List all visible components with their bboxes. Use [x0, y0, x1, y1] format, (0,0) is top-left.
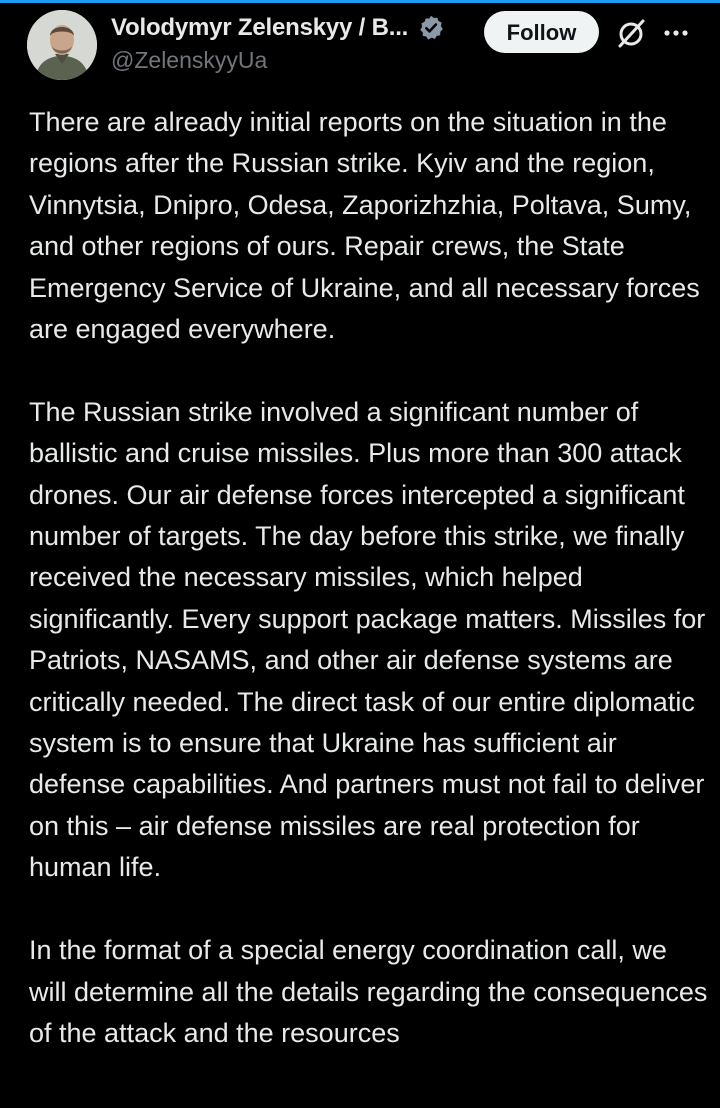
post-paragraph-2: The Russian strike involved a significant number of ballistic and cruise missiles. Plus more than 300 attack drones. Our air defense forces intercepted a significant number of targets. The day before this strike, we finally received the necessary missiles, which helped significantly. Every support package matters. Missiles for Patriots, NASAMS, and other air defense systems are critically needed. The direct task of our entire diplomatic system is to ensure that Ukraine has sufficient air defense capabilities. And partners must not fail to deliver on this – air defense missiles are real protection for human life.	[29, 396, 706, 883]
more-dots-icon[interactable]	[662, 23, 690, 43]
verified-badge-icon	[417, 14, 445, 42]
author-display-name[interactable]: Volodymyr Zelenskyy / B...	[111, 14, 409, 41]
author-name-row	[111, 14, 445, 42]
follow-button[interactable]: Follow	[484, 11, 599, 53]
author-handle[interactable]: @ZelenskyyUa	[111, 47, 268, 73]
post-header	[0, 0, 720, 90]
post-paragraph-1: There are already initial reports on the situation in the regions after the Russian strike. Kyiv and the region, Vinnytsia, Dnipro, Odesa, Zaporizhzhia, Poltava, Sumy, and other regions of ours. Repair crews, the State Emergency Service of Ukraine, and all necessary forces are engaged everywhere.	[29, 107, 700, 345]
avatar-image	[27, 10, 97, 80]
grok-slash-icon[interactable]	[614, 16, 648, 50]
post-text	[29, 102, 709, 1096]
post-paragraph-3: In the format of a special energy coordination call, we will determine all the details regarding the consequences of the attack and the resources	[29, 935, 708, 1048]
avatar[interactable]	[27, 10, 97, 80]
